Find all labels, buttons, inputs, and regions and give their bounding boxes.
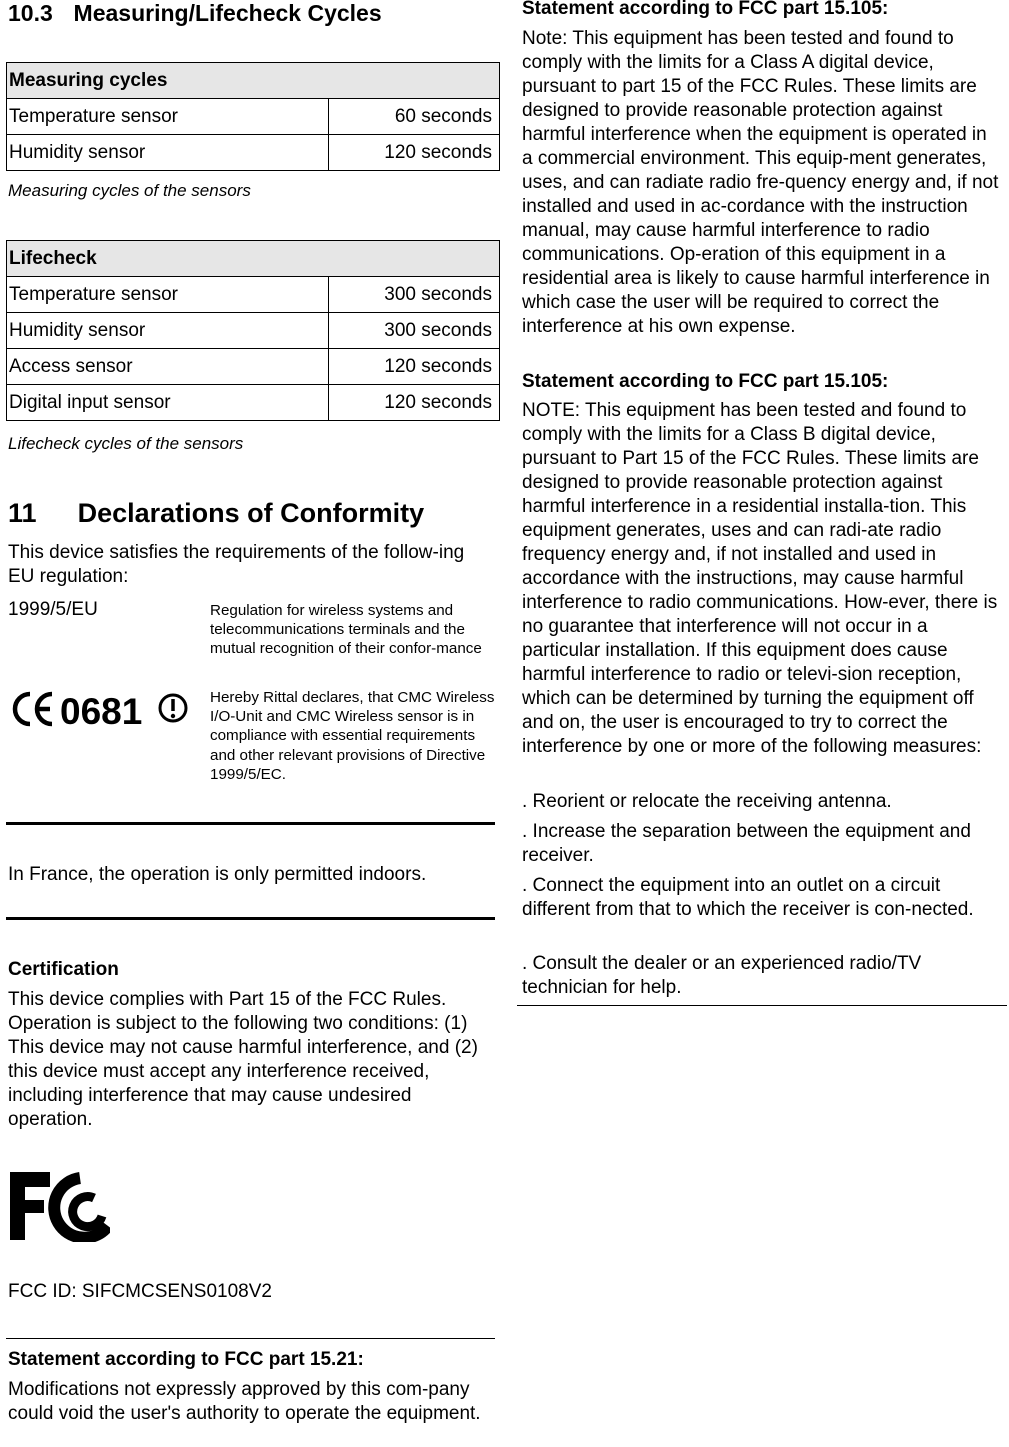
ce-mark-number: 0681 [60, 691, 143, 730]
divider [6, 917, 495, 920]
france-note: In France, the operation is only permitted indoors. [8, 864, 427, 885]
declaration-text: Hereby Rittal declares, that CMC Wireless I/O-Unit and CMC Wireless sensor is in compliance with essential requirements and other relevant provisions of Directive 1999/5/EC. [210, 689, 495, 783]
fcc-logo [10, 1170, 110, 1242]
divider [6, 1338, 495, 1339]
fcc-id: FCC ID: SIFCMCSENS0108V2 [8, 1281, 272, 1302]
fcc-15-105-heading-b: Statement according to FCC part 15.105: [522, 371, 889, 392]
row-label: Humidity sensor [7, 313, 329, 349]
ce-mark-logo [12, 690, 192, 730]
certification-text: This device complies with Part 15 of the FCC Rules. Operation is subject to the following two conditions: (1) This device may not cause harmful interference, and (2) this device must accept any interference received, including interference that may cause undesired operation. [8, 989, 478, 1130]
row-value: 300 seconds [329, 313, 500, 349]
row-value: 300 seconds [329, 277, 500, 313]
conformity-intro: This device satisfies the requirements of the follow-ing EU regulation: [8, 542, 465, 587]
measuring-cycles-table [6, 62, 500, 171]
fcc-15-21-text: Modifications not expressly approved by this com-pany could void the user's authority to operate the equipment. [8, 1379, 481, 1424]
table-row [7, 277, 500, 313]
measure-item: . Reorient or relocate the receiving antenna. [522, 791, 892, 812]
fcc-15-105-heading-a: Statement according to FCC part 15.105: [522, 0, 889, 19]
table-header: Measuring cycles [7, 63, 500, 99]
certification-heading: Certification [8, 959, 119, 980]
section-10-3-heading [8, 0, 382, 27]
section-number: 11 [8, 498, 37, 528]
row-label: Digital input sensor [7, 385, 329, 421]
section-11-heading [8, 498, 424, 529]
fcc-15-21-heading: Statement according to FCC part 15.21: [8, 1349, 364, 1370]
table-row [7, 99, 500, 135]
table-header: Lifecheck [7, 241, 500, 277]
fcc-15-105-text-b: NOTE: This equipment has been tested and found to comply with the limits for a Class B digital device, pursuant to Part 15 of the FCC Rules. These limits are designed to provide reasonable protection against harmful interference in a residential installa-tion. This equipment generates, uses and can radi-ate radio frequency energy and, if not installed and used in accordance with the instructions, may cause harmful interference to radio communications. How-ever, there is no guarantee that interference will not occur in a particular installation. If this equipment does cause harmful interference to radio or televi-sion reception, which can be determined by turning the equipment off and on, the user is encouraged to try to correct the interference by one or more of the following measures: [522, 400, 998, 757]
table-caption: Measuring cycles of the sensors [8, 181, 251, 200]
lifecheck-table [6, 240, 500, 421]
divider [6, 822, 495, 825]
row-value: 120 seconds [329, 385, 500, 421]
table-row [7, 135, 500, 171]
row-label: Humidity sensor [7, 135, 329, 171]
measure-item: . Consult the dealer or an experienced radio/TV technician for help. [522, 953, 922, 998]
fcc-logo-icon [10, 1170, 110, 1242]
directive-description: Regulation for wireless systems and telecommunications terminals and the mutual recognition of their confor-mance [210, 602, 482, 658]
directive-code: 1999/5/EU [8, 599, 98, 620]
row-label: Temperature sensor [7, 277, 329, 313]
row-label: Temperature sensor [7, 99, 329, 135]
table-row [7, 313, 500, 349]
divider [517, 1005, 1007, 1006]
table-row [7, 385, 500, 421]
section-title: Measuring/Lifecheck Cycles [73, 0, 382, 26]
row-value: 60 seconds [329, 99, 500, 135]
fcc-15-105-text-a: Note: This equipment has been tested and found to comply with the limits for a Class A digital device, pursuant to part 15 of the FCC Rules. These limits are designed to provide reasonable protection against harmful interference when the equipment is operated in a commercial environment. This equip-ment generates, uses, and can radiate radio fre-quency energy and, if not installed and used in ac-cordance with the instruction manual, may cause harmful interference to radio communications. Op-eration of this equipment in a residential area is likely to cause harmful interference in which case the user will be required to correct the interference at his own expense. [522, 28, 999, 337]
table-caption: Lifecheck cycles of the sensors [8, 434, 244, 453]
measure-item: . Connect the equipment into an outlet on a circuit different from that to which the receiver is con-nected. [522, 875, 974, 920]
table-row [7, 349, 500, 385]
section-number: 10.3 [8, 0, 53, 26]
ce-mark-icon [12, 690, 192, 730]
row-value: 120 seconds [329, 349, 500, 385]
measure-item: . Increase the separation between the equipment and receiver. [522, 821, 971, 866]
row-label: Access sensor [7, 349, 329, 385]
row-value: 120 seconds [329, 135, 500, 171]
section-title: Declarations of Conformity [77, 498, 425, 528]
